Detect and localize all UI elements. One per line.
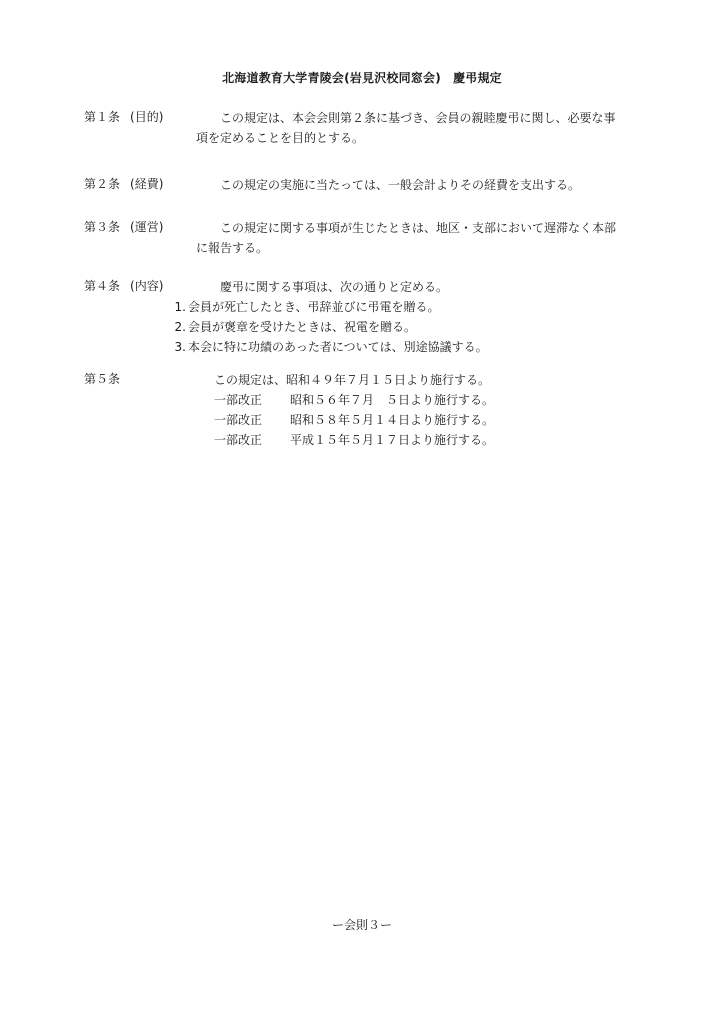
article-line: に報告する。 bbox=[196, 241, 269, 255]
article-number: 第１条 bbox=[84, 110, 121, 124]
page-footer: ー会則３ー bbox=[331, 918, 392, 932]
item-text: 会員が褒章を受けたときは、祝電を贈る。 bbox=[188, 320, 417, 334]
article-items bbox=[164, 297, 584, 357]
enacted-line: この規定は、昭和４９年７月１５日より施行する。 bbox=[214, 373, 491, 387]
item-number: 3. bbox=[174, 340, 186, 354]
article-body bbox=[196, 277, 646, 297]
amendment-label: 一部改正 bbox=[214, 393, 263, 407]
amendment-row bbox=[214, 430, 574, 450]
amendment-row bbox=[214, 390, 574, 410]
list-item bbox=[164, 317, 584, 337]
amendment-label: 一部改正 bbox=[214, 413, 263, 427]
item-text: 会員が死亡したとき、弔辞並びに弔電を贈る。 bbox=[188, 300, 440, 314]
article-body bbox=[196, 175, 646, 195]
article-heading: (運営) bbox=[130, 220, 164, 234]
article-heading: (経費) bbox=[130, 177, 164, 191]
article-label bbox=[84, 218, 163, 235]
amendment-text: 昭和５６年７月 ５日より施行する。 bbox=[290, 393, 495, 407]
article-line: 慶弔に関する事項は、次の通りと定める。 bbox=[220, 280, 449, 294]
article-line: この規定は、本会会則第２条に基づき、会員の親睦慶弔に関し、必要な事 bbox=[220, 111, 616, 125]
article-label bbox=[84, 175, 163, 192]
article-line: この規定の実施に当たっては、一般会計よりその経費を支出する。 bbox=[220, 178, 581, 192]
amendment-text: 昭和５８年５月１４日より施行する。 bbox=[290, 413, 495, 427]
article-number: 第２条 bbox=[84, 177, 121, 191]
article-label bbox=[84, 108, 163, 125]
article-line: この規定に関する事項が生じたときは、地区・支部において遅滞なく本部 bbox=[220, 221, 617, 235]
list-item bbox=[164, 297, 584, 317]
item-number: 2. bbox=[174, 320, 186, 334]
amendment-text: 平成１５年５月１７日より施行する。 bbox=[290, 433, 495, 447]
amendment-label: 一部改正 bbox=[214, 433, 263, 447]
article-line: 項を定めることを目的とする。 bbox=[196, 131, 365, 145]
amendment-row bbox=[214, 410, 574, 430]
article-heading: (目的) bbox=[130, 110, 164, 124]
enactment-block bbox=[214, 370, 574, 450]
document-title: 北海道教育大学青陵会(岩見沢校同窓会) 慶弔規定 bbox=[222, 71, 502, 85]
article-number: 第３条 bbox=[84, 220, 121, 234]
item-number: 1. bbox=[174, 300, 186, 314]
article-body bbox=[196, 108, 646, 148]
article-label bbox=[84, 277, 163, 294]
article-number: 第５条 bbox=[84, 372, 121, 386]
article-heading: (内容) bbox=[130, 279, 164, 293]
article-number: 第４条 bbox=[84, 279, 121, 293]
list-item bbox=[164, 337, 584, 357]
item-text: 本会に特に功績のあった者については、別途協議する。 bbox=[188, 340, 488, 354]
article-label bbox=[84, 370, 120, 387]
article-body bbox=[196, 218, 646, 258]
